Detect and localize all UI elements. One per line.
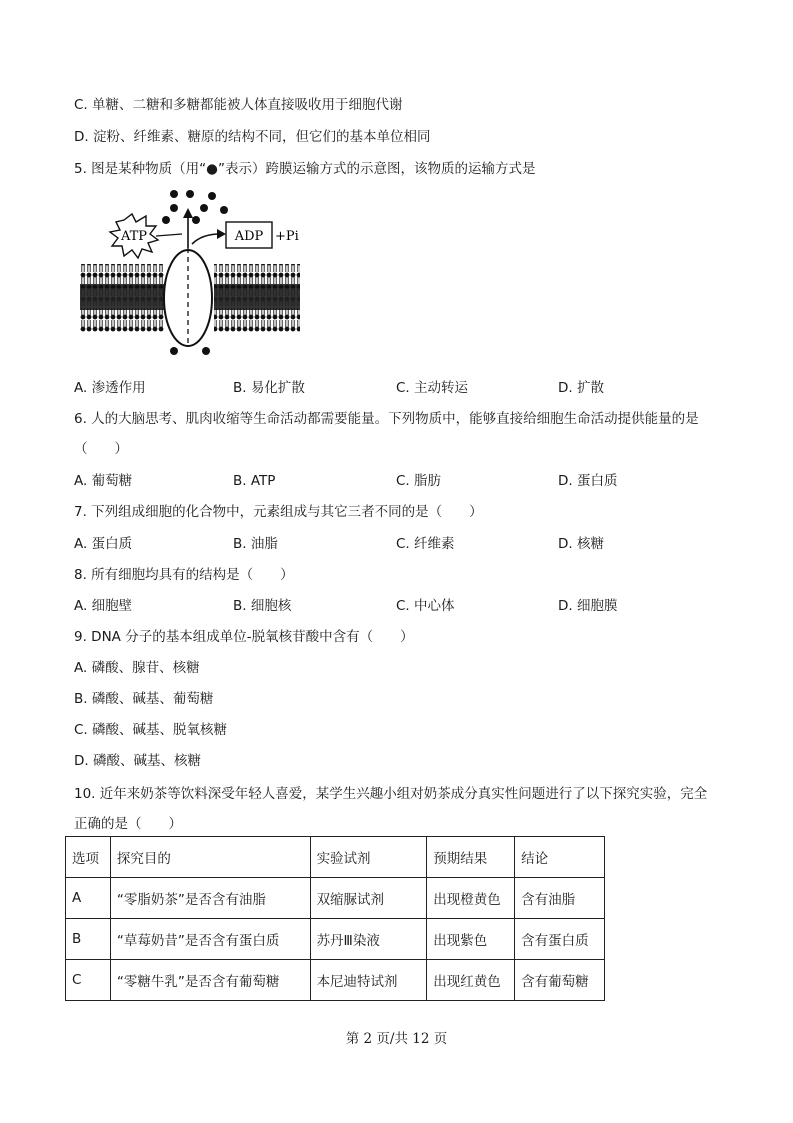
table-cell: “草莓奶昔”是否含有蛋白质 — [110, 919, 310, 960]
option-d-previous: D. 淀粉、纤维素、糖原的结构不同，但它们的基本单位相同 — [74, 129, 431, 145]
q5-option-c: C. 主动转运 — [396, 380, 469, 396]
table-row — [66, 960, 605, 1001]
molecule-dot — [200, 204, 208, 212]
table-cell: 出现橙黄色 — [427, 878, 515, 919]
question-10: 10. 近年来奶茶等饮料深受年轻人喜爱，某学生兴趣小组对奶茶成分真实性问题进行了以下探究实验，完全 — [74, 786, 708, 802]
q9-option-d: D. 磷酸、碱基、核糖 — [74, 753, 201, 769]
q6-option-a: A. 葡萄糖 — [74, 473, 133, 489]
question-6: 6. 人的大脑思考、肌肉收缩等生命活动都需要能量。下列物质中，能够直接给细胞生命活动提供能量的是 — [74, 411, 699, 427]
question-10-cont: 正确的是（ ） — [74, 816, 182, 832]
membrane-left-lower — [80, 308, 164, 332]
molecule-dot — [162, 216, 170, 224]
header-cell: 实验试剂 — [310, 837, 427, 878]
q5-option-d: D. 扩散 — [558, 380, 604, 396]
q7-option-c: C. 纤维素 — [396, 536, 455, 552]
question-5: 5. 图是某种物质（用“●”表示）跨膜运输方式的示意图，该物质的运输方式是 — [74, 161, 536, 177]
header-cell: 结论 — [515, 837, 605, 878]
header-cell: 探究目的 — [110, 837, 310, 878]
atp-label: ATP — [120, 229, 148, 244]
table-cell: C — [66, 960, 111, 1001]
table-cell: 含有油脂 — [515, 878, 605, 919]
q7-option-d: D. 核糖 — [558, 536, 604, 552]
question-7: 7. 下列组成细胞的化合物中，元素组成与其它三者不同的是（ ） — [74, 504, 483, 520]
q8-option-a: A. 细胞壁 — [74, 598, 133, 614]
question-6-blank: （ ） — [74, 441, 128, 457]
table-cell: “零脂奶茶”是否含有油脂 — [110, 878, 310, 919]
header-cell: 预期结果 — [427, 837, 515, 878]
molecule-dot — [202, 347, 210, 355]
question-8: 8. 所有细胞均具有的结构是（ ） — [74, 567, 294, 583]
q9-option-b: B. 磷酸、碱基、葡萄糖 — [74, 691, 214, 707]
experiment-table — [65, 836, 605, 1001]
table-cell: 双缩脲试剂 — [310, 878, 427, 919]
table-cell: 含有蛋白质 — [515, 919, 605, 960]
table-cell: B — [66, 919, 111, 960]
molecule-dot — [192, 216, 200, 224]
table-cell: 本尼迪特试剂 — [310, 960, 427, 1001]
q5-option-a: A. 渗透作用 — [74, 380, 146, 396]
molecule-dot — [170, 347, 178, 355]
table-cell: 出现紫色 — [427, 919, 515, 960]
q8-option-b: B. 细胞核 — [233, 598, 292, 614]
table-cell: 苏丹Ⅲ染液 — [310, 919, 427, 960]
q5-option-b: B. 易化扩散 — [233, 380, 305, 396]
table-cell: A — [66, 878, 111, 919]
adp-label: ADP — [234, 229, 264, 244]
table-row — [66, 878, 605, 919]
molecule-dot — [186, 190, 194, 198]
molecule-dot — [220, 206, 228, 214]
pi-label: +Pi — [275, 229, 299, 244]
question-9: 9. DNA 分子的基本组成单位-脱氧核苷酸中含有（ ） — [74, 629, 414, 645]
q9-option-c: C. 磷酸、碱基、脱氧核糖 — [74, 722, 228, 738]
table-row — [66, 919, 605, 960]
table-cell: “零糖牛乳”是否含有葡萄糖 — [110, 960, 310, 1001]
q8-option-c: C. 中心体 — [396, 598, 455, 614]
membrane-right-lower — [214, 308, 300, 332]
q6-option-d: D. 蛋白质 — [558, 473, 618, 489]
q7-option-b: B. 油脂 — [233, 536, 278, 552]
table-cell: 出现红黄色 — [427, 960, 515, 1001]
molecule-dot — [208, 192, 216, 200]
header-cell: 选项 — [66, 837, 111, 878]
q6-option-b: B. ATP — [233, 473, 276, 489]
table-header-row — [66, 837, 605, 878]
molecule-dot — [170, 204, 178, 212]
table-cell: 含有葡萄糖 — [515, 960, 605, 1001]
membrane-transport-diagram — [74, 188, 306, 360]
q7-option-a: A. 蛋白质 — [74, 536, 133, 552]
option-c-previous: C. 单糖、二糖和多糖都能被人体直接吸收用于细胞代谢 — [74, 97, 403, 113]
q8-option-d: D. 细胞膜 — [558, 598, 618, 614]
page-footer: 第 2 页/共 12 页 — [345, 1031, 448, 1047]
q9-option-a: A. 磷酸、腺苷、核糖 — [74, 660, 200, 676]
q6-option-c: C. 脂肪 — [396, 473, 442, 489]
molecule-dot — [170, 190, 178, 198]
